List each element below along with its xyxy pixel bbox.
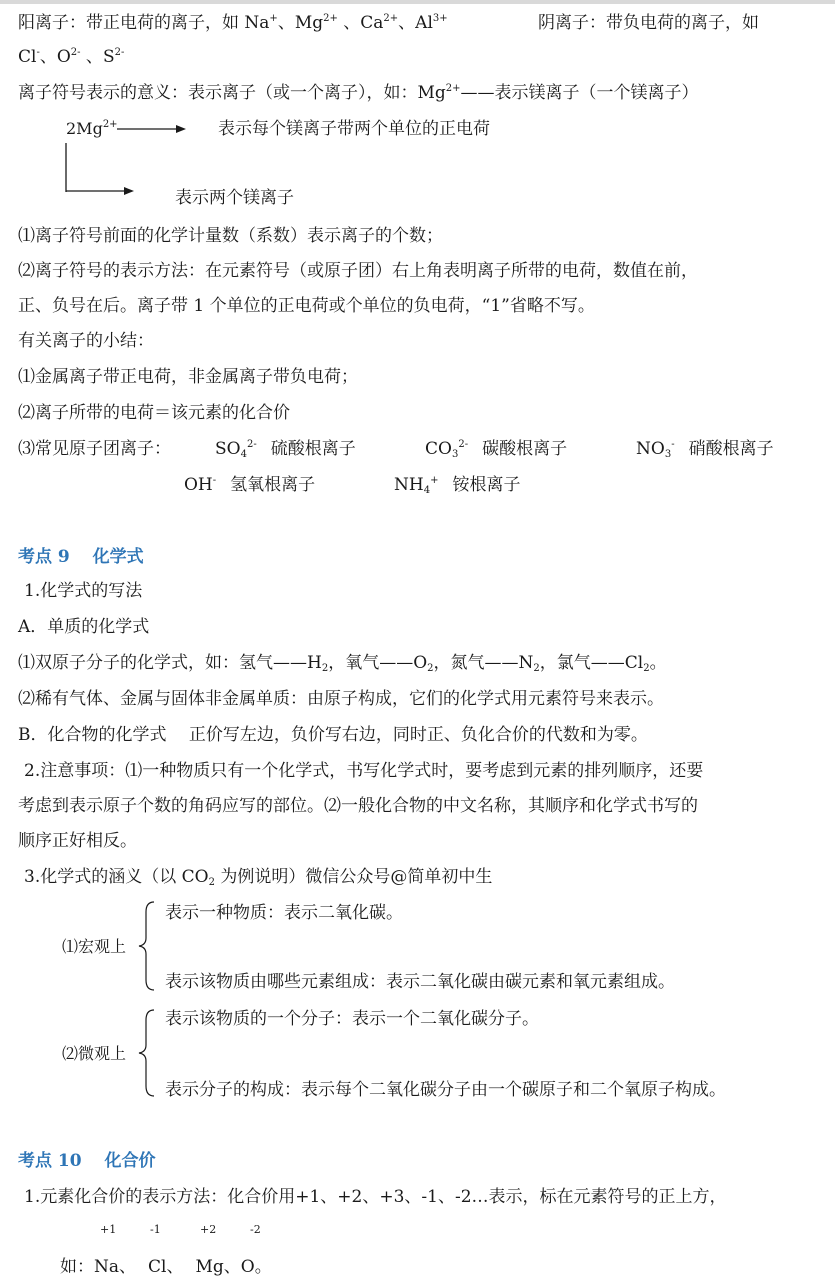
micro-item-1: 表示该物质的一个分子：表示一个二氧化碳分子。 <box>165 1009 539 1029</box>
valence-na: +1 <box>100 1223 117 1236</box>
topic-9-pB: B．化合物的化学式 正价写左边，负价写右边，同时正、负化合价的代数和为零。 <box>18 725 648 745</box>
summary-1: ⑴金属离子带正电荷，非金属离子带负电荷； <box>18 367 358 387</box>
anion-examples: Cl-、$O^{2-}$ 、$S^{2-}$ <box>18 47 125 67</box>
topic-9-p1b: ⑵稀有气体、金属与固体非金属单质：由原子构成，它们的化学式用元素符号来表示。 <box>18 689 664 709</box>
topic-9-p2-line-2: 考虑到表示原子个数的角码应写的部位。⑵一般化合物的中文名称，其顺序和化学式书写的 <box>18 796 698 816</box>
macro-label: ⑴宏观上 <box>62 937 127 956</box>
note-1: ⑴离子符号前面的化学计量数（系数）表示离子的个数； <box>18 226 443 246</box>
topic-9-p1a: ⑴双原子分子的化学式，如：氢气$——H_2$，氧气$——O_2$，氮气$——N_2$，氯气$——Cl_2$。 <box>18 653 667 674</box>
note-2-line-1: ⑵离子符号的表示方法：在元素符号（或原子团）右上角表明离子所带的电荷，数值在前， <box>18 261 698 281</box>
summary-title: 有关离子的小结： <box>18 331 154 351</box>
ion-so4: $SO_4^{2-}$ 硫酸根离子 <box>215 439 356 460</box>
ion-meaning-line: 离子符号表示的意义：表示离子（或一个离子），如：$Mg^{2+}——$表示镁离子（一个镁离子） <box>18 83 699 103</box>
summary-3-label: ⑶常见原子团离子： <box>18 439 171 459</box>
ion-co3: $CO_3^{2-}$ 碳酸根离子 <box>425 439 568 460</box>
topic-9-p3: 3.化学式的涵义（以 $CO_2$ 为例说明）微信公众号@简单初中生 <box>24 867 493 888</box>
valence-cl: -1 <box>150 1223 161 1236</box>
topic-10-p1: 1.元素化合价的表示方法：化合价用+1、+2、+3、-1、-2…表示，标在元素符号的正上方， <box>24 1187 727 1207</box>
topic-10-heading: 考点 10 化合价 <box>18 1151 156 1171</box>
micro-item-2: 表示分子的构成：表示每个二氧化碳分子由一个碳原子和二个氧原子构成。 <box>165 1080 726 1100</box>
topic-9-p2-line-3: 顺序正好相反。 <box>18 831 137 851</box>
valence-o: -2 <box>250 1223 261 1236</box>
topic-9-heading: 考点 9 化学式 <box>18 547 144 567</box>
ion-nh4: $NH_4^+$ 铵根离子 <box>394 475 521 496</box>
diagram-bottom-label: 表示两个镁离子 <box>175 188 294 208</box>
valence-mg: +2 <box>200 1223 217 1236</box>
topic-9-p2-line-1: 2.注意事项：⑴一种物质只有一个化学式，书写化学式时，要考虑到元素的排列顺序，还要 <box>24 761 704 781</box>
micro-label: ⑵微观上 <box>62 1044 127 1063</box>
note-2-line-2: 正、负号在后。离子带 1 个单位的正电荷或个单位的负电荷，“1”省略不写。 <box>18 296 595 316</box>
ion-oh: OH- 氢氧根离子 <box>184 475 316 495</box>
macro-item-1: 表示一种物质：表示二氧化碳。 <box>165 903 403 923</box>
summary-2: ⑵离子所带的电荷＝该元素的化合价 <box>18 403 290 423</box>
topic-9-p1: 1.化学式的写法 <box>24 581 143 601</box>
anion-label: 阴离子：带负电荷的离子，如 <box>538 13 759 33</box>
macro-item-2: 表示该物质由哪些元素组成：表示二氧化碳由碳元素和氧元素组成。 <box>165 972 675 992</box>
valence-example: 如：Na、 Cl、 Mg、O。 <box>60 1257 272 1277</box>
ion-no3: $NO_3^-$ 硝酸根离子 <box>636 439 774 460</box>
topic-9-pA: A．单质的化学式 <box>18 617 150 637</box>
diagram-top-label: 表示每个镁离子带两个单位的正电荷 <box>218 119 490 139</box>
diagram-symbol: $2Mg^{2+}$ <box>66 119 118 138</box>
cation-line: 阳离子：带正电荷的离子，如 Na+、$Mg^{2+}$ 、$Ca^{2+}$、$Al^{3+}$ <box>18 13 448 33</box>
